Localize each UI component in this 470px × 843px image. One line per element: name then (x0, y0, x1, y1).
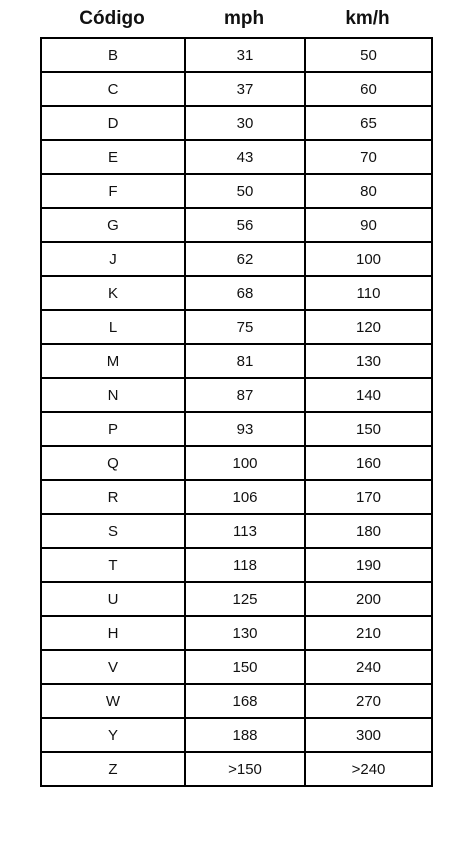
table-row (41, 548, 432, 582)
cell-kmh: 130 (305, 344, 432, 378)
cell-mph: 68 (185, 276, 305, 310)
table-row (41, 242, 432, 276)
cell-kmh: 200 (305, 582, 432, 616)
cell-kmh: 120 (305, 310, 432, 344)
cell-code: Z (41, 752, 185, 786)
cell-kmh: 190 (305, 548, 432, 582)
cell-kmh: 110 (305, 276, 432, 310)
cell-mph: 168 (185, 684, 305, 718)
table-row (41, 514, 432, 548)
cell-kmh: 80 (305, 174, 432, 208)
cell-kmh: 240 (305, 650, 432, 684)
cell-code: G (41, 208, 185, 242)
header-mph: mph (223, 8, 265, 29)
cell-code: U (41, 582, 185, 616)
cell-mph: 150 (185, 650, 305, 684)
cell-mph: 118 (185, 548, 305, 582)
table-row (41, 72, 432, 106)
cell-code: W (41, 684, 185, 718)
cell-kmh: 65 (305, 106, 432, 140)
cell-kmh: 170 (305, 480, 432, 514)
cell-kmh: 150 (305, 412, 432, 446)
table-header (40, 0, 431, 38)
cell-code: J (41, 242, 185, 276)
cell-mph: 50 (185, 174, 305, 208)
table-row (41, 412, 432, 446)
cell-mph: 81 (185, 344, 305, 378)
table-row (41, 276, 432, 310)
cell-code: C (41, 72, 185, 106)
cell-kmh: 180 (305, 514, 432, 548)
cell-mph: >150 (185, 752, 305, 786)
cell-code: P (41, 412, 185, 446)
cell-code: F (41, 174, 185, 208)
cell-code: N (41, 378, 185, 412)
table-row (41, 310, 432, 344)
table-row (41, 446, 432, 480)
cell-mph: 62 (185, 242, 305, 276)
cell-kmh: 270 (305, 684, 432, 718)
cell-kmh: 60 (305, 72, 432, 106)
cell-mph: 113 (185, 514, 305, 548)
cell-kmh: >240 (305, 752, 432, 786)
cell-mph: 37 (185, 72, 305, 106)
table-row (41, 752, 432, 786)
cell-mph: 56 (185, 208, 305, 242)
cell-code: K (41, 276, 185, 310)
cell-mph: 100 (185, 446, 305, 480)
table-row (41, 38, 432, 72)
cell-code: R (41, 480, 185, 514)
cell-code: Y (41, 718, 185, 752)
table-row (41, 208, 432, 242)
cell-code: Q (41, 446, 185, 480)
table-row (41, 378, 432, 412)
table-body (41, 38, 432, 786)
cell-mph: 130 (185, 616, 305, 650)
cell-code: S (41, 514, 185, 548)
cell-code: B (41, 38, 185, 72)
cell-kmh: 300 (305, 718, 432, 752)
cell-mph: 125 (185, 582, 305, 616)
cell-mph: 188 (185, 718, 305, 752)
cell-mph: 75 (185, 310, 305, 344)
cell-code: H (41, 616, 185, 650)
cell-code: M (41, 344, 185, 378)
table-row (41, 684, 432, 718)
cell-mph: 106 (185, 480, 305, 514)
cell-kmh: 140 (305, 378, 432, 412)
table-row (41, 140, 432, 174)
table-row (41, 344, 432, 378)
speed-rating-table (40, 37, 433, 787)
cell-kmh: 70 (305, 140, 432, 174)
table-row (41, 650, 432, 684)
header-kmh: km/h (345, 8, 390, 29)
table-row (41, 582, 432, 616)
table-row (41, 480, 432, 514)
cell-kmh: 100 (305, 242, 432, 276)
table-row (41, 616, 432, 650)
cell-mph: 93 (185, 412, 305, 446)
cell-mph: 43 (185, 140, 305, 174)
cell-code: D (41, 106, 185, 140)
cell-kmh: 160 (305, 446, 432, 480)
cell-mph: 31 (185, 38, 305, 72)
cell-kmh: 50 (305, 38, 432, 72)
cell-code: V (41, 650, 185, 684)
cell-code: E (41, 140, 185, 174)
cell-code: L (41, 310, 185, 344)
cell-code: T (41, 548, 185, 582)
cell-mph: 87 (185, 378, 305, 412)
header-code: Código (79, 8, 145, 29)
cell-mph: 30 (185, 106, 305, 140)
cell-kmh: 90 (305, 208, 432, 242)
cell-kmh: 210 (305, 616, 432, 650)
table-row (41, 106, 432, 140)
table-row (41, 174, 432, 208)
table-row (41, 718, 432, 752)
